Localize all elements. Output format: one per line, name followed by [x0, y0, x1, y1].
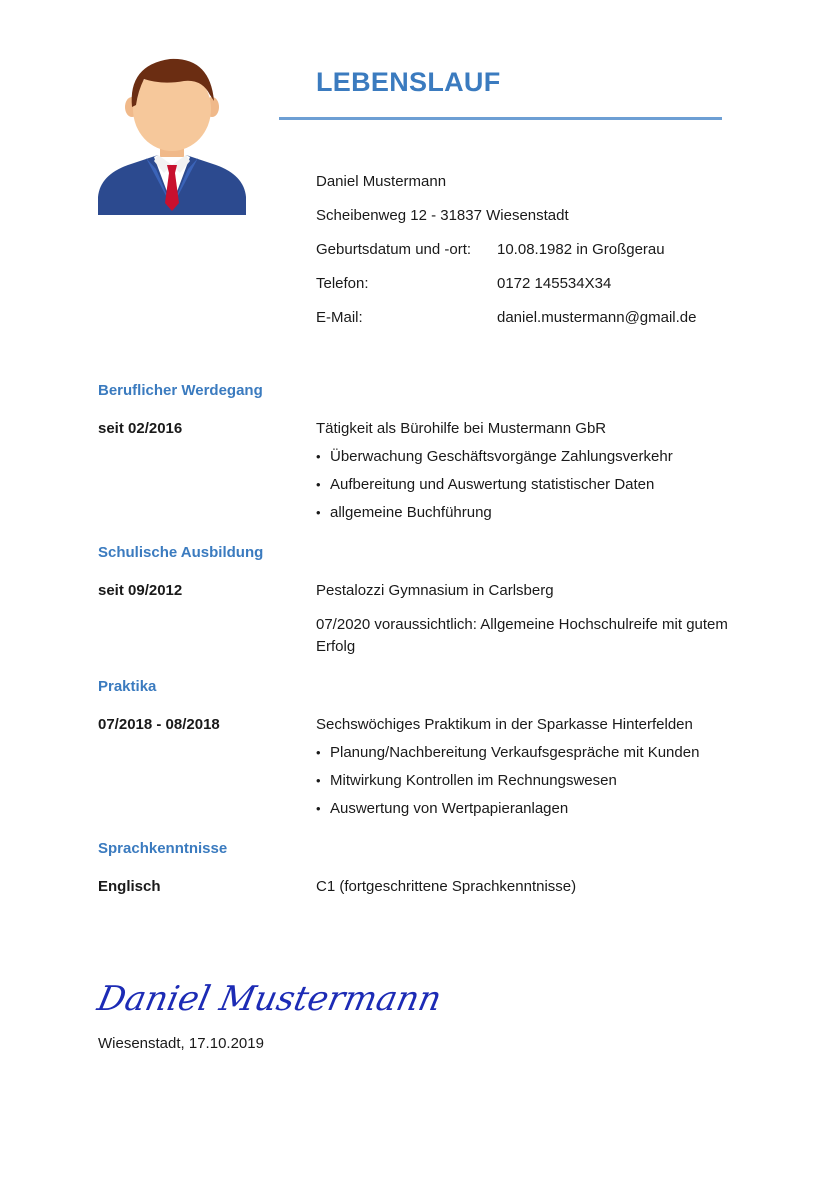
- languages-section: [98, 838, 778, 904]
- cv-sections: [98, 380, 778, 916]
- school-note: 07/2020 voraussichtlich: Allgemeine Hochschulreife mit gutem Erfolg: [316, 616, 728, 655]
- internship-section: [98, 676, 778, 826]
- languages-heading: Sprachkenntnisse: [98, 840, 228, 857]
- svg-text:Daniel Mustermann: Daniel Mustermann: [94, 979, 445, 1019]
- person-avatar-icon: [98, 57, 246, 215]
- language-name: Englisch: [98, 878, 161, 895]
- title-divider: [279, 117, 722, 120]
- internship-heading: Praktika: [98, 678, 157, 695]
- personal-address: Scheibenweg 12 - 31837 Wiesenstadt: [316, 207, 569, 224]
- language-level: C1 (fortgeschrittene Sprachkenntnisse): [316, 878, 577, 895]
- email-value: daniel.mustermann@gmail.de: [497, 309, 697, 326]
- internship-date: 07/2018 - 08/2018: [98, 716, 220, 733]
- list-item: • Aufbereitung und Auswertung statistischer Daten: [316, 474, 778, 502]
- career-title: Tätigkeit als Bürohilfe bei Mustermann GbR: [316, 420, 607, 437]
- list-item: • Überwachung Geschäftsvorgänge Zahlungsverkehr: [316, 446, 778, 474]
- phone-label: Telefon:: [316, 275, 369, 292]
- document-title: LEBENSLAUF: [316, 67, 501, 97]
- internship-entry: [98, 714, 778, 826]
- internship-bullets: [316, 742, 778, 826]
- career-entry: [98, 418, 778, 530]
- school-section: [98, 542, 778, 664]
- career-bullets: [316, 446, 778, 530]
- school-title: Pestalozzi Gymnasium in Carlsberg: [316, 582, 554, 599]
- list-item: • Mitwirkung Kontrollen im Rechnungswesen: [316, 770, 778, 798]
- birth-row: [316, 239, 697, 273]
- career-heading: Beruflicher Werdegang: [98, 382, 263, 399]
- school-entry: [98, 580, 778, 664]
- internship-title: Sechswöchiges Praktikum in der Sparkasse Hinterfelden: [316, 716, 693, 733]
- handwritten-signature: [94, 972, 474, 1024]
- list-item: • Auswertung von Wertpapieranlagen: [316, 798, 778, 826]
- career-date: seit 02/2016: [98, 420, 183, 437]
- career-section: [98, 380, 778, 530]
- personal-name: Daniel Mustermann: [316, 173, 447, 190]
- birth-value: 10.08.1982 in Großgerau: [497, 241, 665, 258]
- language-entry: [98, 876, 778, 904]
- school-heading: Schulische Ausbildung: [98, 544, 264, 561]
- list-item: • allgemeine Buchführung: [316, 502, 778, 530]
- email-label: E-Mail:: [316, 309, 363, 326]
- phone-value: 0172 145534X34: [497, 275, 612, 292]
- school-date: seit 09/2012: [98, 582, 183, 599]
- place-date: Wiesenstadt, 17.10.2019: [98, 1035, 264, 1052]
- personal-details: [316, 171, 697, 341]
- email-row: [316, 307, 697, 341]
- list-item: • Planung/Nachbereitung Verkaufsgespräche mit Kunden: [316, 742, 778, 770]
- birth-label: Geburtsdatum und -ort:: [316, 241, 472, 258]
- phone-row: [316, 273, 697, 307]
